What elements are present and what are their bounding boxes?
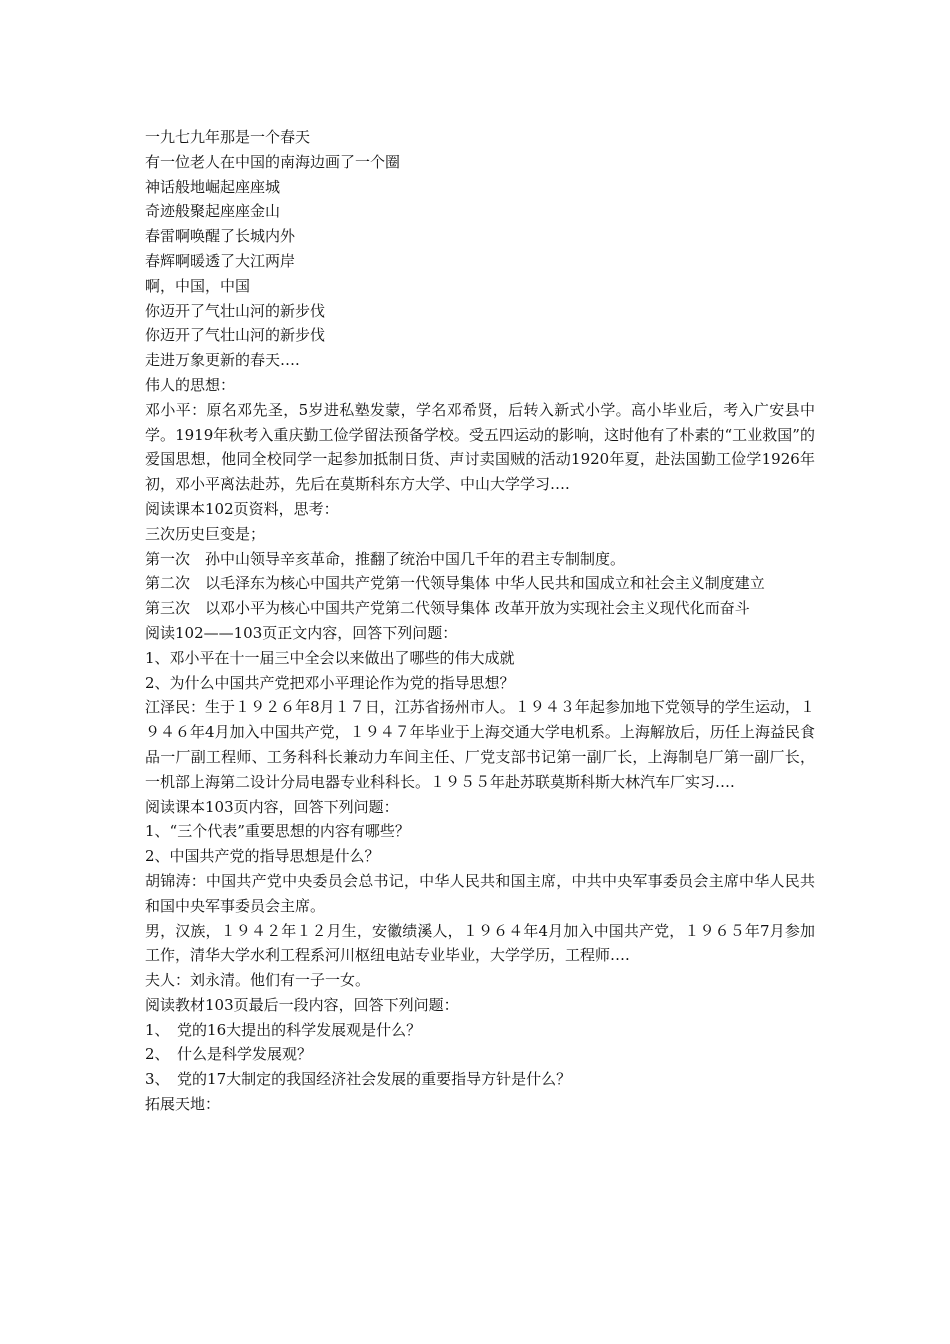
poem-line-6: 春辉啊暖透了大江两岸 <box>145 251 296 270</box>
poem-line-1: 一九七九年那是一个春天 <box>145 128 311 146</box>
poem-line-3: 神话般地崛起座座城 <box>145 177 281 196</box>
question-scientific-1: 1、 党的16大提出的科学发展观是什么？ <box>145 1020 422 1039</box>
jiang-biography: 江泽民：生于１９２６年8月１７日，江苏省扬州市人。１９４３年起参加地下党领导的学生运动，１９４６年4月加入中国共产党，１９４７年毕业于上海交通大学电机系。上海解放后，历任上海益民食品一厂副工程师、工务科科长兼动力车间主任、厂党支部书记第一副厂长，上海制皂厂第一副厂长，一机部上海第二设计分局电器专业科科长。１９５５年赴苏联莫斯科斯大林汽车厂实习…. <box>145 698 815 791</box>
poem-line-4: 奇迹般聚起座座金山 <box>145 202 281 221</box>
poem-line-5: 春雷啊唤醒了长城内外 <box>145 227 296 246</box>
hu-biography-1: 胡锦涛：中国共产党中央委员会总书记，中华人民共和国主席，中共中央军事委员会主席中华人民共和国中央军事委员会主席。 <box>145 871 815 915</box>
question-guiding-thought: 2、中国共产党的指导思想是什么？ <box>145 847 380 866</box>
poem-line-2: 有一位老人在中国的南海边画了一个圈 <box>145 152 401 171</box>
historical-change-2: 第二次 以毛泽东为核心中国共产党第一代领导集体 中华人民共和国成立和社会主义制度建立 <box>145 574 765 593</box>
question-scientific-2: 2、 什么是科学发展观？ <box>145 1045 313 1064</box>
expand-heading: 拓展天地： <box>145 1095 221 1114</box>
reading-instruction-103: 阅读课本103页内容，回答下列问题： <box>145 797 399 816</box>
poem-line-9: 你迈开了气壮山河的新步伐 <box>145 326 326 345</box>
question-deng-2: 2、为什么中国共产党把邓小平理论作为党的指导思想？ <box>145 673 515 692</box>
poem-line-8: 你迈开了气壮山河的新步伐 <box>145 301 326 320</box>
historical-change-1: 第一次 孙中山领导辛亥革命，推翻了统治中国几千年的君主专制制度。 <box>145 549 626 568</box>
deng-biography: 邓小平：原名邓先圣，5岁进私塾发蒙，学名邓希贤，后转入新式小学。高小毕业后，考入广安县中学。1919年秋考入重庆勤工俭学留法预备学校。受五四运动的影响，这时他有了朴素的“工业救国”的爱国思想，他同全校同学一起参加抵制日货、声讨卖国贼的活动1920年夏，赴法国勤工俭学1926年初，邓小平离法赴苏，先后在莫斯科东方大学、中山大学学习…. <box>145 400 815 494</box>
section-heading-thought: 伟人的思想： <box>145 375 236 394</box>
poem-line-7: 啊，中国，中国 <box>145 276 251 295</box>
poem-line-10: 走进万象更新的春天…. <box>145 351 300 370</box>
three-changes-heading: 三次历史巨变是； <box>145 524 266 543</box>
question-deng-1: 1、邓小平在十一届三中全会以来做出了哪些的伟大成就 <box>145 648 515 667</box>
historical-change-3: 第三次 以邓小平为核心中国共产党第二代领导集体 改革开放为实现社会主义现代化而奋斗 <box>145 599 750 618</box>
reading-instruction-102-103: 阅读102——103页正文内容，回答下列问题： <box>145 623 458 642</box>
hu-wife: 夫人：刘永清。他们有一子一女。 <box>145 971 371 990</box>
hu-biography-2: 男，汉族，１９４２年１２月生，安徽绩溪人，１９６４年4月加入中国共产党，１９６５年7月参加工作，清华大学水利工程系河川枢纽电站专业毕业，大学学历，工程师…. <box>145 921 815 965</box>
reading-instruction-103-last: 阅读教材103页最后一段内容，回答下列问题： <box>145 995 459 1014</box>
question-scientific-3: 3、 党的17大制定的我国经济社会发展的重要指导方针是什么？ <box>145 1070 572 1089</box>
question-three-represents: 1、“三个代表”重要思想的内容有哪些？ <box>145 822 410 841</box>
reading-instruction-102: 阅读课本102页资料，思考： <box>145 499 339 518</box>
document-body <box>145 125 815 1117</box>
